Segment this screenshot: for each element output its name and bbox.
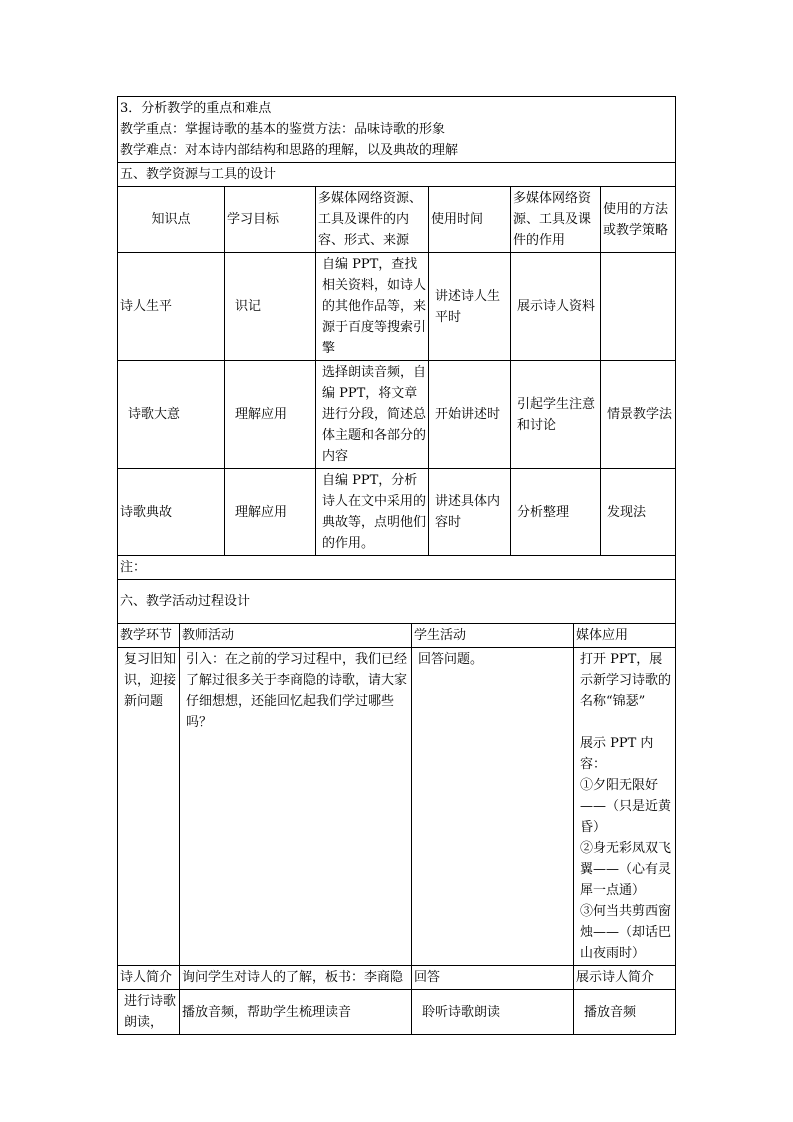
row-multimedia-content: 选择朗读音频，自编 PPT，将文章进行分段，简述总体主题和各部分的内容 — [316, 361, 429, 469]
lesson-plan-document — [117, 96, 675, 1035]
header-method-strategy: 使用的方法或教学策略 — [601, 187, 676, 253]
row-use-time: 开始讲述时 — [429, 361, 511, 469]
activity-process-table — [117, 624, 676, 1035]
row-use-time: 讲述诗人生平时 — [429, 253, 511, 361]
media-list-item: ①夕阳无限好——（只是近黄昏） — [580, 778, 672, 835]
media-list-title: 展示 PPT 内容： — [580, 736, 654, 772]
header-media-use: 媒体应用 — [574, 624, 676, 648]
row-multimedia-content: 自编 PPT，分析诗人在文中采用的典故等，点明他们的作用。 — [316, 469, 429, 556]
row-multimedia-role: 分析整理 — [511, 469, 601, 556]
teacher-activity-cell: 引入：在之前的学习过程中，我们已经了解过很多关于李商隐的诗歌，请大家仔细想想，还能回忆起我们学过哪些吗？ — [180, 648, 412, 966]
media-list-item: ③何当共剪西窗烛——（却话巴山夜雨时） — [580, 904, 672, 961]
media-use-cell: 播放音频 — [574, 990, 676, 1035]
key-point-text: 教学重点：掌握诗歌的基本的鉴赏方法：品味诗歌的形象 — [120, 122, 446, 137]
row-multimedia-content: 自编 PPT，查找相关资料，如诗人的其他作品等，来源于百度等搜索引擎 — [316, 253, 429, 361]
header-teacher-activity: 教师活动 — [180, 624, 412, 648]
stage-cell: 诗人简介 — [118, 966, 180, 990]
row-learning-goal: 识记 — [225, 253, 316, 361]
header-student-activity: 学生活动 — [412, 624, 574, 648]
difficulty-text: 教学难点：对本诗内部结构和思路的理解，以及典故的理解 — [120, 143, 459, 158]
row-multimedia-role: 引起学生注意和讨论 — [511, 361, 601, 469]
student-activity-cell: 回答 — [412, 966, 574, 990]
student-activity-cell: 聆听诗歌朗读 — [412, 990, 574, 1035]
header-multimedia-role: 多媒体网络资源、工具及课件的作用 — [511, 187, 601, 253]
stage-cell: 进行诗歌朗读， — [118, 990, 180, 1035]
header-multimedia-content: 多媒体网络资源、工具及课件的内容、形式、来源 — [316, 187, 429, 253]
media-use-cell: 展示诗人简介 — [574, 966, 676, 990]
media-use-text: 打开 PPT，展示新学习诗歌的名称“锦瑟” — [580, 652, 672, 709]
row-learning-goal: 理解应用 — [225, 469, 316, 556]
row-knowledge-point: 诗歌典故 — [118, 469, 225, 556]
header-knowledge-point: 知识点 — [118, 187, 225, 253]
row-use-time: 讲述具体内容时 — [429, 469, 511, 556]
row-method-strategy — [601, 253, 676, 361]
teacher-activity-cell: 播放音频，帮助学生梳理读音 — [180, 990, 412, 1035]
section5-title: 五、教学资源与工具的设计 — [118, 163, 676, 187]
note-text: 注： — [118, 556, 676, 580]
media-use-cell — [574, 648, 676, 966]
student-activity-cell: 回答问题。 — [412, 648, 574, 966]
row-knowledge-point: 诗歌大意 — [118, 361, 225, 469]
teacher-activity-cell: 询问学生对诗人的了解，板书：李商隐 — [180, 966, 412, 990]
row-method-strategy: 情景教学法 — [601, 361, 676, 469]
row-method-strategy: 发现法 — [601, 469, 676, 556]
row-learning-goal: 理解应用 — [225, 361, 316, 469]
row-multimedia-role: 展示诗人资料 — [511, 253, 601, 361]
row-knowledge-point: 诗人生平 — [118, 253, 225, 361]
media-list-item: ②身无彩凤双飞翼——（心有灵犀一点通） — [580, 841, 672, 898]
header-stage: 教学环节 — [118, 624, 180, 648]
resource-design-table — [117, 96, 676, 624]
section3-cell — [118, 97, 676, 163]
section3-title: 3．分析教学的重点和难点 — [120, 101, 272, 116]
header-use-time: 使用时间 — [429, 187, 511, 253]
section6-title: 六、教学活动过程设计 — [118, 580, 676, 624]
stage-cell: 复习旧知识，迎接新问题 — [118, 648, 180, 966]
spacer — [580, 712, 673, 733]
header-learning-goal: 学习目标 — [225, 187, 316, 253]
